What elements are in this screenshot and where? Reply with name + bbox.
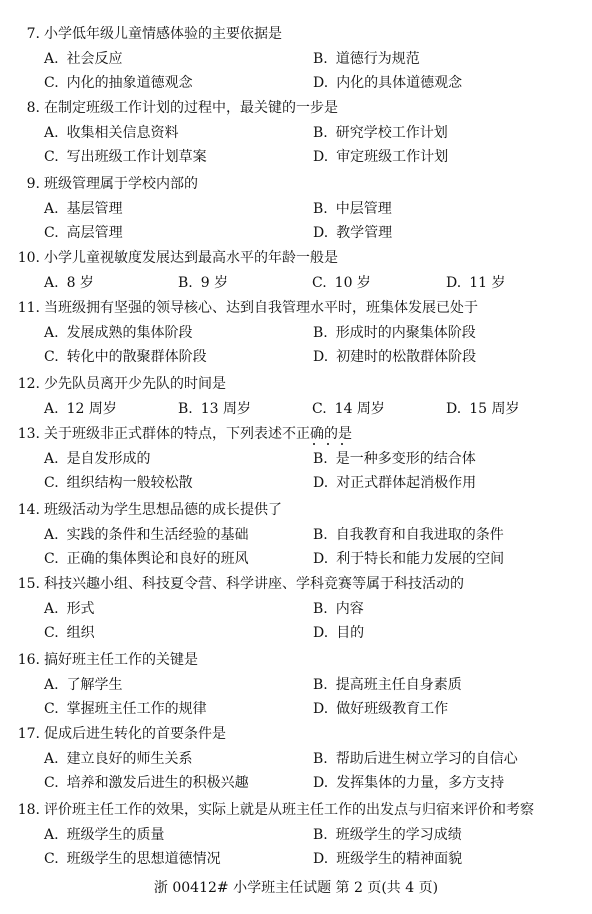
option-text: 自我教育和自我进取的条件	[335, 527, 504, 543]
option-letter: B.	[313, 125, 328, 141]
option-text: 道德行为规范	[335, 51, 420, 67]
option-d	[313, 145, 448, 169]
option-letter: A.	[44, 527, 59, 543]
option-letter: A.	[44, 51, 59, 67]
option-a	[44, 321, 193, 345]
option-text: 14 周岁	[334, 401, 385, 417]
option-a	[44, 447, 151, 471]
option-text: 收集相关信息资料	[66, 125, 179, 141]
option-text: 班级学生的质量	[66, 827, 165, 843]
question-text: 促成后进生转化的首要条件是	[44, 726, 226, 742]
question-text: 少先队员离开少先队的时间是	[44, 376, 226, 392]
option-c	[312, 397, 385, 421]
option-c	[44, 697, 207, 721]
option-a	[44, 597, 95, 621]
option-c	[44, 547, 249, 571]
option-text: 教学管理	[336, 225, 393, 241]
option-letter: B.	[178, 401, 193, 417]
option-text: 做好班级教育工作	[336, 701, 449, 717]
option-c	[44, 145, 207, 169]
option-letter: A.	[44, 451, 59, 467]
question-text: 小学低年级儿童情感体验的主要依据是	[44, 26, 282, 42]
option-text: 利于特长和能力发展的空间	[336, 551, 505, 567]
option-letter: B.	[313, 51, 328, 67]
question-number: 16.	[17, 652, 40, 668]
option-text: 初建时的松散群体阶段	[336, 349, 477, 365]
option-text: 15 周岁	[469, 401, 520, 417]
option-text: 9 岁	[200, 275, 229, 291]
question-text: 当班级拥有坚强的领导核心、达到自我管理水平时，班集体发展已处于	[44, 300, 478, 316]
question-text: 搞好班主任工作的关键是	[44, 652, 198, 668]
option-letter: D.	[313, 149, 329, 165]
option-text: 形成时的内聚集体阶段	[335, 325, 476, 341]
option-text: 掌握班主任工作的规律	[66, 701, 207, 717]
option-letter: B.	[313, 201, 328, 217]
option-b	[313, 823, 462, 847]
question-number: 18.	[17, 802, 40, 818]
option-letter: D.	[446, 275, 462, 291]
question-number: 15.	[17, 576, 40, 592]
option-text: 内化的具体道德观念	[336, 75, 463, 91]
option-letter: D.	[313, 475, 329, 491]
option-text: 班级学生的思想道德情况	[66, 851, 221, 867]
option-a	[44, 121, 179, 145]
option-text: 提高班主任自身素质	[335, 677, 462, 693]
option-c	[44, 771, 249, 795]
question-text: 评价班主任工作的效果，实际上就是从班主任工作的出发点与归宿来评价和考察	[44, 802, 534, 818]
option-text: 培养和激发后进生的积极兴趣	[66, 775, 249, 791]
option-d	[313, 621, 364, 645]
question-text: 小学儿童视敏度发展达到最高水平的年龄一般是	[44, 250, 338, 266]
option-a	[44, 747, 193, 771]
option-d	[313, 847, 462, 871]
option-letter: A.	[44, 677, 59, 693]
option-text: 12 周岁	[66, 401, 117, 417]
option-text: 8 岁	[66, 275, 94, 291]
option-letter: D.	[313, 775, 329, 791]
option-letter: B.	[313, 451, 328, 467]
option-d	[313, 471, 476, 495]
option-text: 中层管理	[335, 201, 392, 217]
option-d	[446, 397, 519, 421]
option-d	[313, 221, 392, 245]
question-number: 13.	[17, 426, 40, 442]
option-letter: D.	[313, 701, 329, 717]
option-b	[313, 673, 462, 697]
option-text: 研究学校工作计划	[335, 125, 448, 141]
option-text: 转化中的散聚群体阶段	[66, 349, 207, 365]
option-letter: C.	[44, 551, 59, 567]
option-letter: B.	[313, 751, 328, 767]
option-a	[44, 397, 117, 421]
option-text: 建立良好的师生关系	[66, 751, 193, 767]
option-text: 正确的集体舆论和良好的班风	[66, 551, 249, 567]
question-number: 14.	[17, 502, 40, 518]
option-text: 组织	[66, 625, 95, 641]
option-letter: B.	[313, 601, 328, 617]
option-text: 内化的抽象道德观念	[66, 75, 193, 91]
option-b	[313, 121, 448, 145]
option-text: 13 周岁	[200, 401, 252, 417]
option-a	[44, 47, 123, 71]
option-letter: D.	[313, 349, 329, 365]
option-letter: C.	[44, 851, 59, 867]
option-text: 对正式群体起消极作用	[336, 475, 477, 491]
option-letter: D.	[446, 401, 462, 417]
option-c	[44, 621, 95, 645]
option-letter: D.	[313, 225, 329, 241]
option-letter: B.	[313, 325, 328, 341]
option-text: 基层管理	[66, 201, 123, 217]
option-b	[178, 397, 251, 421]
option-letter: B.	[313, 827, 328, 843]
emphasis-dot	[313, 443, 315, 445]
option-c	[44, 847, 221, 871]
option-b	[313, 597, 364, 621]
option-d	[313, 697, 448, 721]
option-c	[312, 271, 371, 295]
option-letter: C.	[44, 75, 59, 91]
option-b	[313, 523, 504, 547]
question-number: 17.	[17, 726, 40, 742]
option-letter: D.	[313, 851, 329, 867]
option-text: 社会反应	[66, 51, 123, 67]
option-letter: A.	[44, 751, 59, 767]
option-letter: B.	[178, 275, 193, 291]
option-b	[313, 447, 476, 471]
option-letter: C.	[44, 701, 59, 717]
option-text: 是一种多变形的结合体	[335, 451, 476, 467]
question-number: 7.	[26, 26, 40, 42]
option-text: 了解学生	[66, 677, 123, 693]
option-text: 组织结构一般较松散	[66, 475, 193, 491]
option-text: 发挥集体的力量，多方支持	[336, 775, 505, 791]
option-d	[313, 71, 462, 95]
option-letter: C.	[44, 625, 59, 641]
option-b	[313, 747, 518, 771]
option-letter: C.	[312, 275, 327, 291]
option-letter: A.	[44, 827, 59, 843]
option-a	[44, 523, 249, 547]
question-number: 9.	[26, 176, 40, 192]
option-letter: C.	[44, 225, 59, 241]
option-text: 高层管理	[66, 225, 123, 241]
option-letter: C.	[44, 475, 59, 491]
option-letter: C.	[44, 775, 59, 791]
question-number: 12.	[17, 376, 40, 392]
option-text: 班级学生的精神面貌	[336, 851, 463, 867]
question-text: 班级活动为学生思想品德的成长提供了	[44, 502, 282, 518]
emphasis-dot	[327, 443, 329, 445]
option-text: 实践的条件和生活经验的基础	[66, 527, 249, 543]
option-b	[313, 321, 476, 345]
option-a	[44, 823, 165, 847]
option-d	[313, 345, 476, 369]
option-text: 班级学生的学习成绩	[335, 827, 462, 843]
emphasis-dot	[341, 443, 343, 445]
option-letter: D.	[313, 551, 329, 567]
option-text: 11 岁	[469, 275, 506, 291]
option-b	[178, 271, 228, 295]
question-text: 在制定班级工作计划的过程中，最关键的一步是	[44, 100, 338, 116]
option-letter: A.	[44, 275, 59, 291]
option-text: 内容	[335, 601, 364, 617]
option-c	[44, 71, 193, 95]
question-text: 科技兴趣小组、科技夏令营、科学讲座、学科竞赛等属于科技活动的	[44, 576, 464, 592]
option-text: 是自发形成的	[66, 451, 151, 467]
option-text: 10 岁	[334, 275, 371, 291]
question-text: 关于班级非正式群体的特点，下列表述不正确的是	[44, 426, 352, 442]
option-a	[44, 673, 123, 697]
option-letter: A.	[44, 125, 59, 141]
option-d	[313, 771, 504, 795]
option-text: 发展成熟的集体阶段	[66, 325, 193, 341]
option-text: 审定班级工作计划	[336, 149, 449, 165]
option-text: 写出班级工作计划草案	[66, 149, 207, 165]
option-letter: D.	[313, 625, 329, 641]
option-text: 目的	[336, 625, 365, 641]
option-letter: C.	[44, 349, 59, 365]
option-letter: A.	[44, 401, 59, 417]
page-footer: 浙 00412# 小学班主任试题 第 2 页(共 4 页)	[153, 880, 439, 896]
option-b	[313, 197, 392, 221]
option-b	[313, 47, 420, 71]
option-d	[313, 547, 504, 571]
option-letter: C.	[44, 149, 59, 165]
option-d	[446, 271, 505, 295]
option-a	[44, 271, 94, 295]
option-letter: D.	[313, 75, 329, 91]
option-letter: A.	[44, 325, 59, 341]
option-letter: A.	[44, 601, 59, 617]
question-number: 10.	[17, 250, 40, 266]
option-a	[44, 197, 123, 221]
option-letter: B.	[313, 527, 328, 543]
option-letter: C.	[312, 401, 327, 417]
option-letter: A.	[44, 201, 59, 217]
option-letter: B.	[313, 677, 328, 693]
option-c	[44, 221, 123, 245]
option-c	[44, 471, 193, 495]
question-number: 11.	[17, 300, 40, 316]
option-c	[44, 345, 207, 369]
question-number: 8.	[26, 100, 40, 116]
option-text: 帮助后进生树立学习的自信心	[335, 751, 518, 767]
question-text: 班级管理属于学校内部的	[44, 176, 198, 192]
option-text: 形式	[66, 601, 95, 617]
